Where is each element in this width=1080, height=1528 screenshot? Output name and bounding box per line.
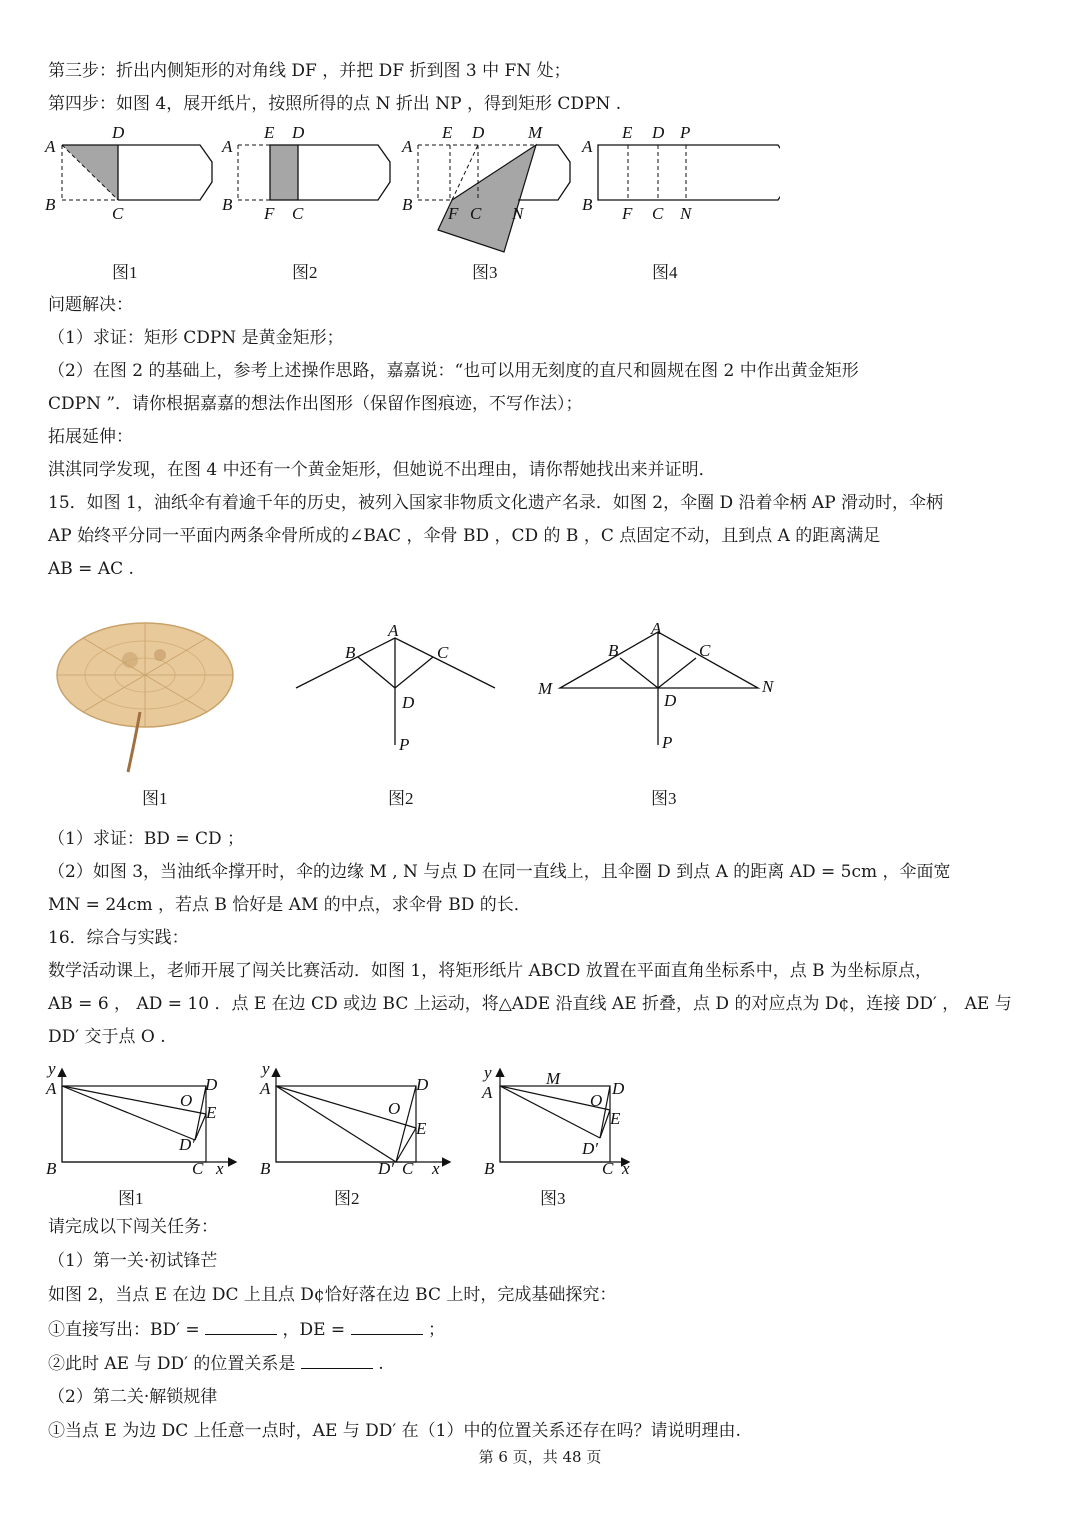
caption: 图4: [652, 263, 678, 282]
text-line: AB = 6 ， AD = 10 ．点 E 在边 CD 或边 BC 上运动，将△ADE 沿直线 AE 折叠，点 D 的对应点为 D¢，连接 DD′ ， AE 与: [48, 994, 1012, 1014]
caption: 图1: [112, 263, 138, 282]
svg-text:y: y: [48, 1059, 56, 1078]
svg-text:B: B: [582, 195, 593, 214]
umbrella-figure-3: [560, 632, 758, 745]
svg-text:P: P: [399, 735, 410, 754]
svg-text:C: C: [292, 204, 304, 223]
svg-text:O: O: [180, 1091, 193, 1110]
svg-text:D: D: [652, 123, 665, 142]
text-line: 拓展延伸：: [48, 427, 133, 447]
svg-text:x: x: [622, 1159, 630, 1178]
answer-blank[interactable]: [301, 1352, 373, 1369]
text-line: 数学活动课上，老师开展了闯关比赛活动．如图 1，将矩形纸片 ABCD 放置在平面直角坐标系中，点 B 为坐标原点，: [48, 961, 933, 981]
svg-text:D: D: [205, 1075, 218, 1094]
text-line: ①当点 E 为边 DC 上任意一点时，AE 与 DD′ 在（1）中的位置关系还存在吗？请说明理由.: [48, 1421, 741, 1441]
svg-text:B: B: [608, 641, 619, 660]
svg-text:A: A: [582, 137, 593, 156]
svg-text:N: N: [512, 204, 524, 223]
caption: 图1: [118, 1189, 144, 1208]
text-line: 如图 2，当点 E 在边 DC 上且点 D¢恰好落在边 BC 上时，完成基础探究：: [48, 1285, 617, 1305]
svg-text:M: M: [538, 679, 553, 698]
text-line: DD′ 交于点 O .: [48, 1027, 166, 1047]
answer-blank[interactable]: [351, 1318, 423, 1335]
text-line: CDPN ”．请你根据嘉嘉的想法作出图形（保留作图痕迹，不写作法）；: [48, 394, 583, 414]
page-footer: 第 6 页，共 48 页: [478, 1448, 602, 1466]
fold-figure-1: [44, 123, 212, 223]
caption: 图1: [142, 789, 168, 808]
caption: 图3: [472, 263, 498, 282]
caption: 图3: [540, 1189, 566, 1208]
text-line: （1）第一关·初试锋芒: [48, 1251, 218, 1271]
text-span: .: [378, 1354, 384, 1374]
label: A: [45, 137, 56, 156]
fold-figure-4: [581, 123, 780, 223]
svg-text:D′: D′: [179, 1135, 195, 1154]
svg-text:D: D: [472, 123, 485, 142]
svg-text:C: C: [652, 204, 664, 223]
answer-blank[interactable]: [205, 1318, 277, 1335]
svg-text:C: C: [402, 1159, 414, 1178]
text-line: （1）求证：矩形 CDPN 是黄金矩形；: [48, 328, 344, 348]
svg-text:M: M: [528, 123, 543, 142]
text-line: （2）如图 3，当油纸伞撑开时，伞的边缘 M , N 与点 D 在同一直线上，且伞圈 D 到点 A 的距离 AD = 5cm ，伞面宽: [48, 862, 951, 882]
svg-text:C: C: [437, 643, 449, 662]
svg-text:N: N: [680, 204, 692, 223]
svg-text:A: A: [388, 621, 399, 640]
coord-figure-3: [500, 1070, 628, 1162]
svg-text:E: E: [610, 1109, 621, 1128]
svg-text:F: F: [448, 204, 459, 223]
svg-text:F: F: [622, 204, 633, 223]
fold-figure-2: [221, 123, 390, 223]
label: C: [112, 204, 124, 223]
svg-text:y: y: [262, 1059, 270, 1078]
svg-text:C: C: [699, 641, 711, 660]
svg-text:P: P: [680, 123, 691, 142]
label: B: [45, 195, 56, 214]
svg-text:B: B: [484, 1159, 495, 1178]
svg-text:B: B: [260, 1159, 271, 1178]
svg-text:O: O: [388, 1099, 401, 1118]
svg-text:F: F: [264, 204, 275, 223]
text-span: ②此时 AE 与 DD′ 的位置关系是: [48, 1354, 296, 1374]
svg-text:x: x: [432, 1159, 440, 1178]
text-span: ，DE =: [282, 1320, 346, 1340]
text-line: 第四步：如图 4，展开纸片，按照所得的点 N 折出 NP ，得到矩形 CDPN .: [48, 94, 622, 114]
svg-text:M: M: [546, 1069, 561, 1088]
caption: 图2: [388, 789, 414, 808]
svg-text:D: D: [612, 1079, 625, 1098]
umbrella-figure-2: [296, 638, 495, 745]
fold-figure-3: [401, 123, 570, 252]
caption: 图3: [651, 789, 677, 808]
svg-text:D: D: [402, 693, 415, 712]
svg-text:A: A: [222, 137, 233, 156]
svg-text:D: D: [416, 1075, 429, 1094]
svg-text:N: N: [762, 677, 774, 696]
svg-text:C: C: [192, 1159, 204, 1178]
text-line: （2）第二关·解锁规律: [48, 1387, 218, 1407]
svg-text:P: P: [662, 733, 673, 752]
text-line: 16．综合与实践：: [48, 928, 189, 948]
svg-text:D: D: [292, 123, 305, 142]
text-span: ①直接写出：BD′ =: [48, 1320, 200, 1340]
svg-text:D: D: [664, 691, 677, 710]
text-line: （2）在图 2 的基础上，参考上述操作思路，嘉嘉说：“也可以用无刻度的直尺和圆规在图 2 中作出黄金矩形: [48, 361, 859, 381]
svg-text:A: A: [482, 1083, 493, 1102]
text-line: 淇淇同学发现，在图 4 中还有一个黄金矩形，但她说不出理由，请你帮她找出来并证明．: [48, 460, 716, 480]
svg-text:E: E: [264, 123, 275, 142]
svg-text:D′: D′: [378, 1159, 394, 1178]
svg-text:A: A: [651, 619, 662, 638]
text-line: （1）求证：BD = CD ；: [48, 829, 245, 849]
umbrella-photo: [57, 623, 233, 772]
svg-text:y: y: [484, 1063, 492, 1082]
svg-text:B: B: [222, 195, 233, 214]
svg-text:E: E: [442, 123, 453, 142]
text-line: [48, 1352, 384, 1375]
svg-text:B: B: [345, 643, 356, 662]
svg-text:E: E: [416, 1119, 427, 1138]
svg-text:B: B: [402, 195, 413, 214]
svg-text:B: B: [46, 1159, 57, 1178]
label: D: [112, 123, 125, 142]
text-line: 问题解决：: [48, 295, 133, 315]
text-line: AP 始终平分同一平面内两条伞骨所成的∠BAC ，伞骨 BD ，CD 的 B ，C 点固定不动，且到点 A 的距离满足: [48, 526, 881, 546]
text-line: 请完成以下闯关任务：: [48, 1217, 218, 1237]
svg-text:A: A: [260, 1079, 271, 1098]
coordinate-figures: [40, 1058, 660, 1183]
svg-text:A: A: [402, 137, 413, 156]
svg-text:x: x: [216, 1159, 224, 1178]
text-line: [48, 1318, 445, 1341]
text-line: 15．如图 1，油纸伞有着逾千年的历史，被列入国家非物质文化遗产名录．如图 2，伞圈 D 沿着伞柄 AP 滑动时，伞柄: [48, 493, 944, 513]
text-line: MN = 24cm ，若点 B 恰好是 AM 的中点，求伞骨 BD 的长．: [48, 895, 531, 915]
caption: 图2: [334, 1189, 360, 1208]
text-line: 第三步：折出内侧矩形的对角线 DF ，并把 DF 折到图 3 中 FN 处；: [48, 61, 571, 81]
svg-text:A: A: [46, 1079, 57, 1098]
svg-text:C: C: [470, 204, 482, 223]
caption: 图2: [292, 263, 318, 282]
text-span: ；: [427, 1320, 445, 1340]
svg-text:E: E: [622, 123, 633, 142]
umbrella-figures: [40, 600, 800, 780]
text-line: AB = AC .: [48, 559, 134, 579]
svg-text:E: E: [206, 1103, 217, 1122]
svg-text:O: O: [590, 1091, 603, 1110]
svg-text:C: C: [602, 1159, 614, 1178]
svg-text:D′: D′: [582, 1139, 598, 1158]
